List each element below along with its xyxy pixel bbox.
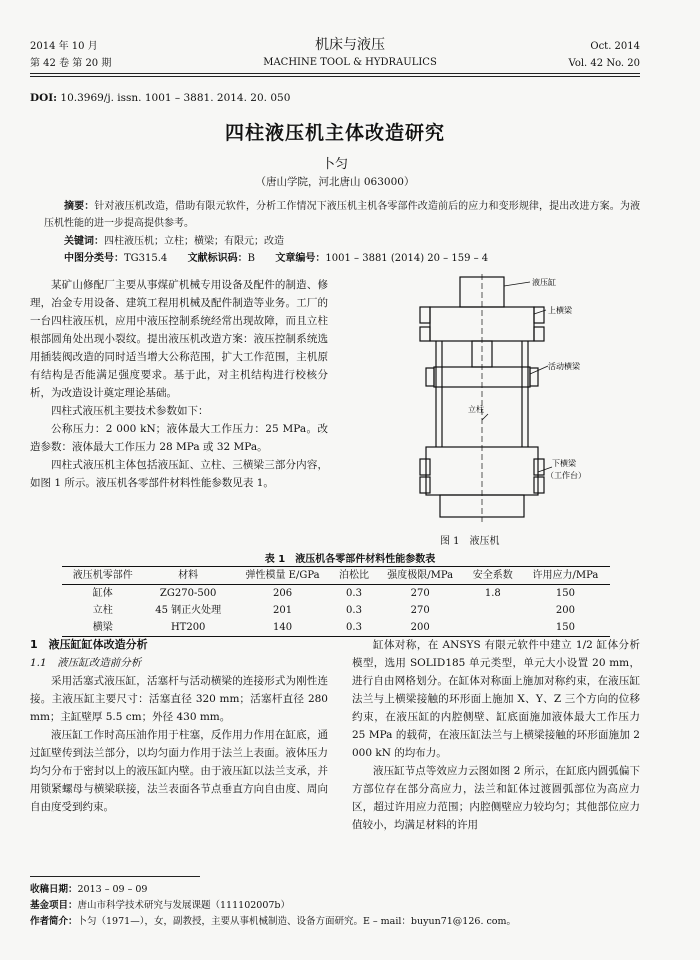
table-cell: 206	[272, 588, 293, 599]
section-1-paragraph-4: 液压缸节点等效应力云图如图 2 所示，在缸底内圆弧偏下方部位存在部分高应力，法兰和缸体过渡圆弧部位为高应力区，超过许用应力范围；内腔侧壁应力较均匀；其他部位应力值较小，均满足材料的许用	[352, 765, 640, 831]
header-rule	[30, 73, 640, 74]
header-date-en: Oct. 2014	[590, 41, 640, 52]
abstract	[44, 198, 640, 232]
table-cell	[465, 602, 521, 619]
fund-text: 唐山市科学技术研究与发展课题（111102007b）	[77, 900, 290, 911]
table-header-cell: 泊松比	[338, 570, 369, 581]
table-cell: 立柱	[92, 605, 113, 616]
article-no-value: 1001 – 3881 (2014) 20 – 159 – 4	[325, 253, 489, 264]
table-cell: 缸体	[92, 588, 113, 599]
table-header-row	[62, 567, 610, 585]
figure-1	[400, 272, 640, 532]
label-lower-beam-sub: （工作台）	[546, 471, 586, 480]
header-left	[30, 38, 111, 72]
footnote-received	[30, 882, 640, 898]
fund-label: 基金项目：	[30, 900, 78, 911]
table-cell: 150	[555, 588, 575, 599]
table-1	[62, 566, 610, 637]
table-row	[62, 602, 610, 619]
clc-label: 中图分类号：	[64, 253, 124, 264]
table-cell: 200	[410, 622, 430, 633]
doi	[30, 92, 290, 104]
section-1-paragraph-2: 液压缸工作时高压油作用于柱塞，反作用力作用在缸底，通过缸壁传到法兰部分，以均匀面力作用于法兰上表面。液体压力均匀分布于密封以上的液压缸内壁。由于液压缸以法兰支承，并用锁紧螺母与横梁联接，法兰表面各节点垂直方向自由度、周向自由度受到约束。	[30, 729, 328, 813]
table-header-cell: 许用应力/MPa	[532, 570, 599, 581]
author-info-text: 卜匀（1971—），女，副教授，主要从事机械制造、设备方面研究。E – mail：buyun71@126. com。	[77, 916, 517, 927]
header-date-cn: 2014 年 10 月	[30, 41, 98, 52]
table-cell: 140	[272, 622, 293, 633]
table-cell	[465, 619, 521, 637]
intro-paragraph-4: 四柱式液压机主体包括液压缸、立柱、三横梁三部分内容，如图 1 所示。液压机各零部件材料性能参数见表 1。	[30, 459, 328, 489]
paper-author: 卜匀	[321, 157, 348, 172]
table-cell: 150	[555, 622, 575, 633]
footnote-fund	[30, 898, 640, 914]
author-affiliation: （唐山学院，河北唐山 063000）	[255, 176, 415, 188]
table-cell: 0.3	[346, 588, 362, 599]
article-no-label: 文章编号：	[275, 253, 326, 264]
table-1-caption: 表 1 液压机各零部件材料性能参数表	[264, 554, 436, 565]
subsection-1-1-heading: 1.1 液压缸改造前分析	[30, 657, 142, 669]
label-upper-beam: 上横梁	[548, 306, 572, 315]
abstract-label: 摘要：	[64, 201, 95, 212]
table-cell: 270	[410, 605, 430, 616]
table-cell: 270	[410, 588, 430, 599]
table-header-cell: 弹性模量 E/GPa	[245, 570, 320, 581]
section-1-paragraph-3: 缸体对称，在 ANSYS 有限元软件中建立 1/2 缸体分析模型，选用 SOLID185 单元类型，单元大小设置 20 mm，进行自由网格划分。在缸体对称面上施加对称约束，在液压缸法兰与上横梁接触的环形面上施加 X、Y、Z 三个方向的位移约束，在液压缸的内腔侧壁、缸底面施加液体最大工作压力 25 MPa 的载荷，在液压缸法兰与上横梁接触的环形面施加 2 000 kN 的均布力。	[352, 639, 640, 759]
received-label: 收稿日期：	[30, 884, 78, 895]
table-row	[62, 619, 610, 637]
doc-code-label: 文献标识码：	[187, 253, 248, 264]
header-volume-en: Vol. 42 No. 20	[568, 58, 640, 69]
table-header-cell: 强度极限/MPa	[387, 570, 454, 581]
paper-title: 四柱液压机主体改造研究	[224, 122, 445, 144]
intro-paragraph-3: 公称压力：2 000 kN；液体最大工作压力：25 MPa。改造参数：液体最大工作压力 28 MPa 或 32 MPa。	[30, 423, 328, 453]
section-1-paragraph-1: 采用活塞式液压缸，活塞杆与活动横梁的连接形式为刚性连接。主液压缸主要尺寸：活塞直径 320 mm；活塞杆直径 280 mm；主缸壁厚 5.5 cm；外径 430 mm。	[30, 675, 328, 723]
doc-code-value: B	[247, 253, 256, 264]
section-1-right	[352, 636, 640, 834]
table-header-cell: 材料	[178, 570, 199, 581]
received-date: 2013 – 09 – 09	[77, 884, 148, 895]
label-column: 立柱	[468, 405, 484, 414]
keywords-text: 四柱液压机；立柱；横梁；有限元；改造	[104, 236, 284, 247]
journal-header	[200, 36, 500, 70]
doi-label: DOI:	[30, 92, 58, 104]
table-header-cell: 安全系数	[472, 570, 513, 581]
figure-1-caption: 图 1 液压机	[440, 536, 500, 547]
table-cell: 45 钢正火处理	[155, 605, 222, 616]
intro-section	[30, 276, 328, 492]
table-cell: 200	[555, 605, 575, 616]
table-header-cell: 液压机零部件	[72, 570, 133, 581]
intro-paragraph-1: 某矿山修配厂主要从事煤矿机械专用设备及配件的制造、修理，冶金专用设备、建筑工程用机械及配件制造等业务。工厂的一台四柱液压机，应用中液压控制系统经常出现故障，而且立柱根部圆角处出现小裂纹。提出液压机改造方案：液压控制系统选用插装阀改造的同时适当增大公称范围，扩大工作范围，主机原有结构是否能满足强度要求。基于此，对主机结构进行校核分析，为改造设计奠定理论基础。	[30, 279, 328, 399]
press-diagram	[400, 272, 640, 532]
journal-name-en: MACHINE TOOL & HYDRAULICS	[263, 57, 437, 68]
section-1-left	[30, 636, 328, 816]
table-cell: 1.8	[484, 588, 501, 599]
properties-table	[62, 566, 610, 637]
intro-paragraph-2: 四柱式液压机主要技术参数如下：	[51, 405, 209, 417]
abstract-text: 针对液压机改造，借助有限元软件，分析工作情况下液压机主机各零部件改造前后的应力和变形规律，提出改进方案。为液压机性能的进一步提高提供参考。	[44, 201, 641, 229]
table-cell: ZG270-500	[159, 588, 217, 599]
keywords	[64, 233, 284, 250]
table-cell: 201	[272, 605, 293, 616]
label-cylinder: 液压缸	[532, 278, 556, 287]
clc-value: TG315.4	[124, 253, 168, 264]
footnote-author	[30, 914, 640, 930]
header-rule-2	[30, 76, 640, 77]
keywords-label: 关键词：	[64, 236, 104, 247]
table-cell: 0.3	[346, 605, 362, 616]
classification	[64, 250, 488, 267]
author-info-label: 作者简介：	[30, 916, 78, 927]
section-1-heading: 1 液压缸缸体改造分析	[30, 638, 148, 651]
footnotes	[30, 882, 640, 930]
footnote-rule	[30, 876, 200, 877]
table-cell: 横梁	[92, 622, 113, 633]
label-moving-beam: 活动横梁	[548, 362, 580, 371]
table-row	[62, 585, 610, 603]
header-right	[569, 38, 640, 72]
table-cell: 0.3	[346, 622, 362, 633]
header-volume-cn: 第 42 卷 第 20 期	[30, 58, 112, 69]
journal-name-cn: 机床与液压	[315, 37, 385, 53]
doi-value: 10.3969/j. issn. 1001 – 3881. 2014. 20. 050	[60, 92, 291, 104]
label-lower-beam: 下横梁	[552, 459, 576, 468]
table-cell: HT200	[170, 622, 206, 633]
